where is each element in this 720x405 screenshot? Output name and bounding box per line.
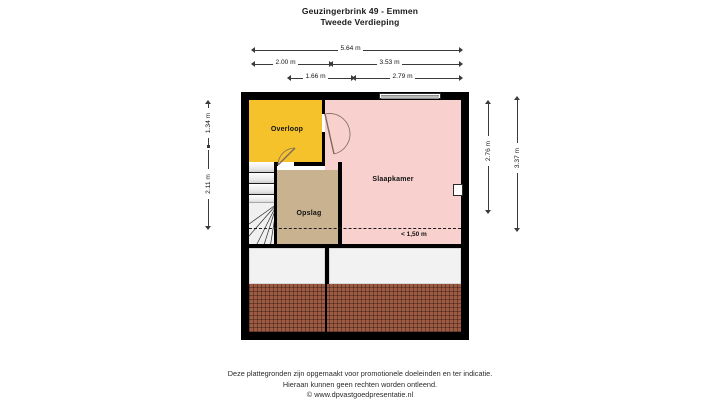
roof-hatch-area bbox=[249, 284, 461, 332]
dimension-label-134: 1.34 m bbox=[202, 108, 214, 138]
staircase bbox=[249, 162, 277, 248]
door-opslag bbox=[277, 146, 297, 166]
dimension-label-337: 3.37 m bbox=[511, 143, 523, 173]
page-subtitle: Tweede Verdieping bbox=[320, 17, 400, 27]
building-outline bbox=[241, 92, 469, 340]
stair-winder-treads bbox=[249, 202, 277, 248]
page-title: Geuzingerbrink 49 - Emmen bbox=[301, 6, 419, 16]
dimension-label-200: 2.00 m bbox=[273, 59, 298, 66]
dimension-label-353: 3.53 m bbox=[377, 59, 402, 66]
dimension-label-211: 2.11 m bbox=[202, 169, 214, 199]
building-interior bbox=[249, 100, 461, 332]
footer-line-1: Deze plattegronden zijn opgemaakt voor promotionele doeleinden en ter indicatie. bbox=[227, 369, 493, 378]
roof-panel-right bbox=[329, 248, 461, 284]
footer-line-3: © www.dpvastgoedpresentatie.nl bbox=[306, 390, 414, 399]
window-bedroom-top bbox=[379, 93, 441, 99]
headroom-dashed-line bbox=[249, 228, 461, 229]
dimension-label-564: 5.64 m bbox=[338, 45, 363, 52]
headroom-label: < 1,50 m bbox=[401, 231, 427, 238]
door-slaapkamer bbox=[325, 114, 347, 156]
wall-roof-hatch-divider bbox=[325, 284, 327, 332]
wall-opslag-slaapkamer bbox=[338, 162, 342, 248]
room-label-slaapkamer: Slaapkamer bbox=[372, 176, 414, 183]
dimension-label-166: 1.66 m bbox=[303, 73, 328, 80]
footer-line-2: Hieraan kunnen geen rechten worden ontleend. bbox=[282, 379, 438, 389]
dimension-label-279: 2.79 m bbox=[390, 73, 415, 80]
window-bedroom-right bbox=[453, 184, 463, 196]
dimension-label-276: 2.76 m bbox=[482, 136, 494, 166]
plan-footer bbox=[0, 369, 720, 401]
room-opslag bbox=[277, 170, 341, 248]
wall-stair-partition bbox=[274, 162, 277, 248]
room-label-overloop: Overloop bbox=[270, 126, 304, 133]
room-label-opslag: Opslag bbox=[296, 210, 322, 217]
roof-panel-left bbox=[249, 248, 325, 284]
